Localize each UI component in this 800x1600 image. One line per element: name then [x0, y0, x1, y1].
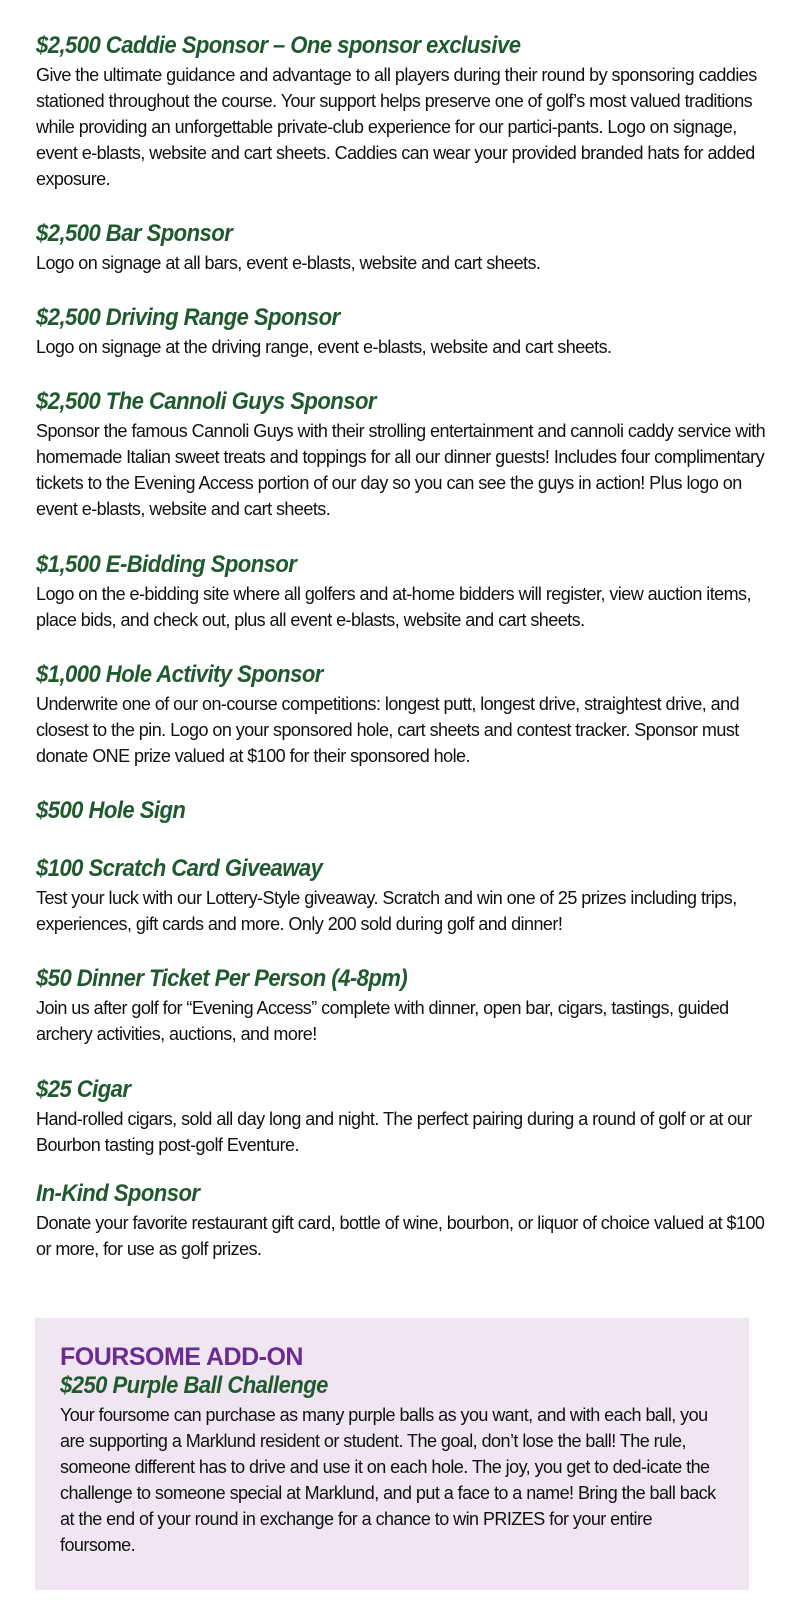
sponsor-desc: Donate your favorite restaurant gift card, bottle of wine, bourbon, or liquor of choice valued at $100 or more, for use as golf prizes. — [36, 1213, 765, 1259]
sponsor-desc: Sponsor the famous Cannoli Guys with their strolling entertainment and cannoli caddy service with homemade Italian sweet treats and toppings for all our dinner guests! Includes four complimentary tickets to the Evening Access portion of our day so you can see the guys in action! Plus logo on event e-blasts, website and cart sheets. — [36, 421, 766, 519]
sponsor-bar — [36, 220, 766, 276]
sponsor-title: $25 Cigar — [36, 1076, 131, 1103]
addon-heading: FOURSOME ADD-ON — [60, 1343, 303, 1371]
sponsor-title: $2,500 Bar Sponsor — [36, 220, 233, 247]
sponsor-desc: Logo on signage at all bars, event e-blasts, website and cart sheets. — [36, 253, 541, 273]
sponsor-title: $2,500 The Cannoli Guys Sponsor — [36, 388, 376, 415]
sponsor-title: $100 Scratch Card Giveaway — [36, 855, 323, 882]
sponsor-title: $1,000 Hole Activity Sponsor — [36, 661, 323, 688]
sponsor-driving-range — [36, 304, 766, 360]
sponsor-in-kind — [36, 1180, 766, 1262]
addon-desc: Your foursome can purchase as many purple balls as you want, and with each ball, you are supporting a Marklund resident or student. The goal, don’t lose the ball! The rule, someone different has to drive and use it on each hole. The joy, you get to ded-icate the challenge to someone special at Marklund, and put a face to a name! Bring the ball back at the end of your round in exchange for a chance to win PRIZES for your entire foursome. — [60, 1405, 716, 1555]
sponsor-desc: Give the ultimate guidance and advantage to all players during their round by sponsoring caddies stationed throughout the course. Your support helps preserve one of golf’s most valued traditions while providing an unforgettable private-club experience for our partici-pants. Logo on signage, event e-blasts, website and cart sheets. Caddies can wear your provided branded hats for added exposure. — [36, 65, 757, 189]
sponsor-title: $2,500 Caddie Sponsor – One sponsor exclusive — [36, 32, 521, 59]
sponsor-e-bidding — [36, 551, 766, 633]
sponsor-desc: Underwrite one of our on-course competitions: longest putt, longest drive, straightest drive, and closest to the pin. Logo on your sponsored hole, cart sheets and contest tracker. Sponsor must donate ONE prize valued at $100 for their sponsored hole. — [36, 694, 740, 766]
sponsor-hole-sign — [36, 797, 766, 825]
sponsor-desc: Hand-rolled cigars, sold all day long and night. The perfect pairing during a round of golf or at our Bourbon tasting post-golf Eventure. — [36, 1109, 752, 1155]
sponsor-title: $500 Hole Sign — [36, 797, 186, 824]
sponsor-desc: Logo on signage at the driving range, event e-blasts, website and cart sheets. — [36, 337, 612, 357]
sponsor-caddie — [36, 32, 766, 192]
sponsor-dinner-ticket — [36, 965, 766, 1047]
sponsor-cannoli — [36, 388, 766, 522]
sponsor-title: $50 Dinner Ticket Per Person (4-8pm) — [36, 965, 408, 992]
sponsor-cigar — [36, 1076, 766, 1158]
sponsor-desc: Join us after golf for “Evening Access” complete with dinner, open bar, cigars, tastings, guided archery activities, auctions, and more! — [36, 998, 729, 1044]
addon-title: $250 Purple Ball Challenge — [60, 1372, 328, 1399]
sponsor-desc: Logo on the e-bidding site where all golfers and at-home bidders will register, view auction items, place bids, and check out, plus all event e-blasts, website and cart sheets. — [36, 584, 751, 630]
foursome-addon-box — [35, 1318, 749, 1590]
sponsor-desc: Test your luck with our Lottery-Style giveaway. Scratch and win one of 25 prizes including trips, experiences, gift cards and more. Only 200 sold during golf and dinner! — [36, 888, 737, 934]
sponsor-title: $1,500 E-Bidding Sponsor — [36, 551, 297, 578]
sponsor-title: $2,500 Driving Range Sponsor — [36, 304, 340, 331]
sponsor-scratch-card — [36, 855, 766, 937]
sponsor-hole-activity — [36, 661, 766, 769]
sponsor-title: In-Kind Sponsor — [36, 1180, 200, 1207]
